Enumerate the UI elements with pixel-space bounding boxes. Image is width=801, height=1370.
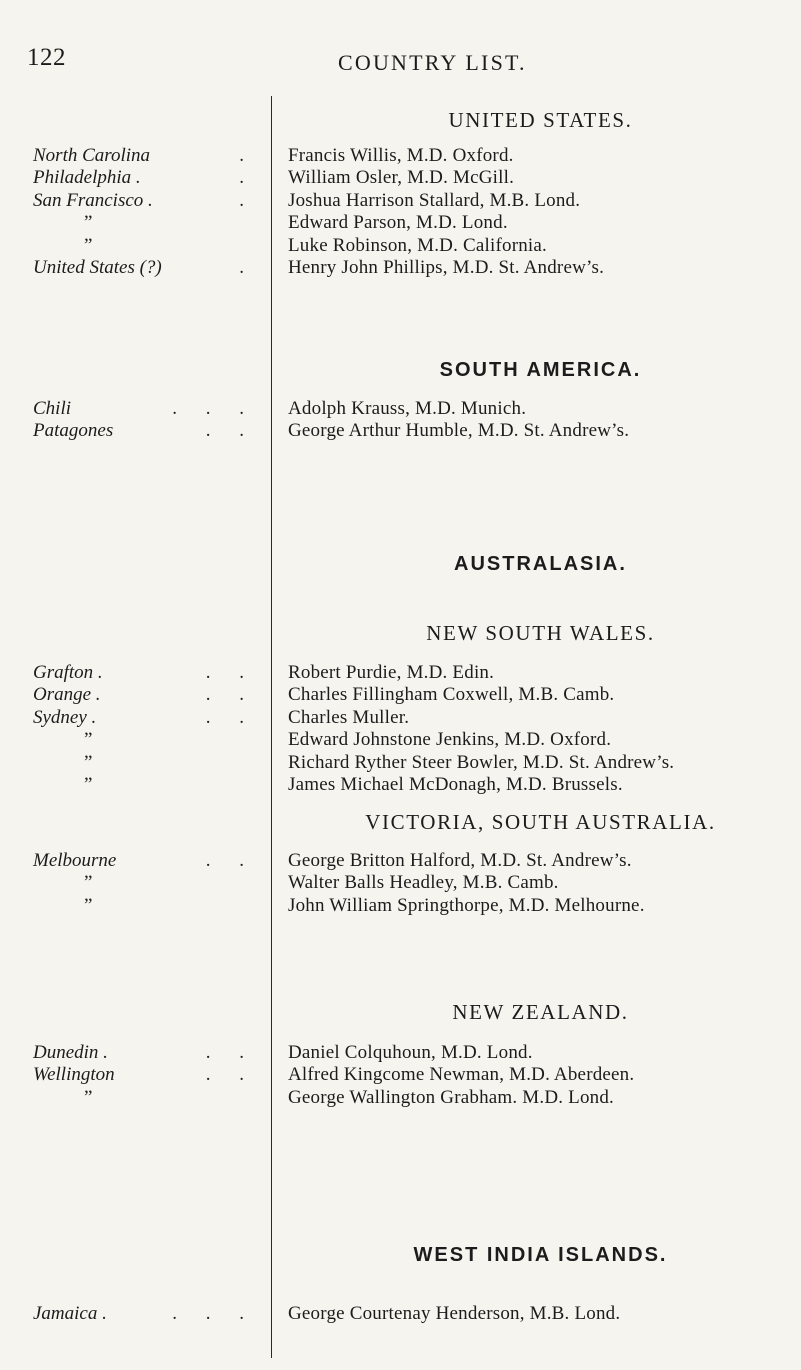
place-name: North Carolina bbox=[33, 145, 151, 166]
person-entry: Charles Fillingham Coxwell, M.B. Camb. bbox=[288, 684, 615, 706]
section-rows bbox=[0, 850, 801, 917]
leader-dots: . bbox=[239, 167, 256, 189]
person-entry: Walter Balls Headley, M.B. Camb. bbox=[288, 872, 559, 894]
list-item bbox=[0, 729, 801, 751]
list-item bbox=[0, 752, 801, 774]
leader-dots: . bbox=[239, 145, 256, 166]
place-name: Patagones bbox=[33, 420, 114, 442]
leader-dots: . . bbox=[205, 706, 256, 728]
person-entry: George Arthur Humble, M.D. St. Andrew’s. bbox=[288, 420, 630, 442]
person-entry: Alfred Kingcome Newman, M.D. Aberdeen. bbox=[288, 1064, 635, 1086]
place-name: Jamaica . bbox=[33, 1303, 107, 1324]
leader-dots: . . bbox=[205, 850, 256, 871]
list-item bbox=[0, 684, 801, 706]
leader-dots: . . bbox=[205, 420, 256, 442]
place-name: ” bbox=[84, 894, 93, 916]
person-entry: Robert Purdie, M.D. Edin. bbox=[288, 662, 495, 683]
running-head: COUNTRY LIST. bbox=[338, 50, 527, 75]
place-name: Philadelphia . bbox=[33, 167, 141, 189]
person-entry: Richard Ryther Steer Bowler, M.D. St. Andrew’s. bbox=[288, 751, 675, 773]
person-entry: Daniel Colquhoun, M.D. Lond. bbox=[288, 1042, 533, 1063]
leader-dots: . bbox=[239, 256, 256, 278]
person-entry: Charles Muller. bbox=[288, 706, 410, 728]
page-number: 122 bbox=[27, 44, 66, 71]
list-item bbox=[0, 145, 801, 167]
place-name: Melbourne bbox=[33, 850, 117, 871]
person-entry: William Osler, M.D. McGill. bbox=[288, 167, 515, 189]
list-item bbox=[0, 212, 801, 234]
person-entry: Edward Johnstone Jenkins, M.D. Oxford. bbox=[288, 729, 612, 751]
place-name: San Francisco . bbox=[33, 189, 153, 211]
list-item bbox=[0, 1042, 801, 1064]
section-title: SOUTH AMERICA. bbox=[439, 359, 642, 381]
list-item bbox=[0, 850, 801, 872]
section-title: WEST INDIA ISLANDS. bbox=[413, 1244, 668, 1266]
list-item bbox=[0, 774, 801, 796]
person-entry: George Britton Halford, M.D. St. Andrew’s. bbox=[288, 850, 632, 871]
leader-dots: . . bbox=[205, 1064, 256, 1086]
person-entry: Adolph Krauss, M.D. Munich. bbox=[288, 398, 527, 419]
place-name: Dunedin . bbox=[33, 1042, 108, 1063]
section-title: UNITED STATES. bbox=[448, 108, 633, 132]
list-item bbox=[0, 167, 801, 189]
list-item bbox=[0, 1087, 801, 1109]
list-item bbox=[0, 190, 801, 212]
place-name: ” bbox=[84, 234, 93, 256]
place-name: ” bbox=[84, 1086, 93, 1108]
person-entry: George Courtenay Henderson, M.B. Lond. bbox=[288, 1303, 621, 1324]
place-name: Wellington bbox=[33, 1064, 115, 1086]
person-entry: Luke Robinson, M.D. California. bbox=[288, 234, 547, 256]
place-name: Sydney . bbox=[33, 706, 97, 728]
place-name: ” bbox=[84, 773, 93, 795]
person-entry: George Wallington Grabham. M.D. Lond. bbox=[288, 1086, 615, 1108]
section-rows bbox=[0, 1303, 801, 1325]
leader-dots: . . bbox=[205, 684, 256, 706]
list-item bbox=[0, 662, 801, 684]
section-rows bbox=[0, 1042, 801, 1109]
place-name: Chili bbox=[33, 398, 72, 419]
list-item bbox=[0, 235, 801, 257]
leader-dots: . bbox=[239, 189, 256, 211]
list-item bbox=[0, 895, 801, 917]
list-item bbox=[0, 1303, 801, 1325]
person-entry: Joshua Harrison Stallard, M.B. Lond. bbox=[288, 189, 581, 211]
person-entry: Edward Parson, M.D. Lond. bbox=[288, 212, 508, 234]
section-title: NEW SOUTH WALES. bbox=[426, 621, 655, 645]
list-item bbox=[0, 420, 801, 442]
place-name: Orange . bbox=[33, 684, 101, 706]
section-title: VICTORIA, SOUTH AUSTRALIA. bbox=[365, 810, 716, 834]
section-rows bbox=[0, 398, 801, 443]
person-entry: John William Springthorpe, M.D. Melhourne. bbox=[288, 894, 645, 916]
list-item bbox=[0, 707, 801, 729]
person-entry: Henry John Phillips, M.D. St. Andrew’s. bbox=[288, 256, 605, 278]
section-title: NEW ZEALAND. bbox=[452, 1000, 629, 1024]
section-rows bbox=[0, 662, 801, 796]
place-name: ” bbox=[84, 751, 93, 773]
place-name: United States (?) bbox=[33, 256, 162, 278]
section-title: AUSTRALASIA. bbox=[454, 553, 627, 575]
list-item bbox=[0, 398, 801, 420]
person-entry: Francis Willis, M.D. Oxford. bbox=[288, 145, 514, 166]
leader-dots: . . bbox=[205, 662, 256, 683]
section-rows bbox=[0, 145, 801, 279]
place-name: ” bbox=[84, 729, 93, 751]
leader-dots: . . . bbox=[172, 1303, 256, 1324]
person-entry: James Michael McDonagh, M.D. Brussels. bbox=[288, 773, 623, 795]
list-item bbox=[0, 872, 801, 894]
place-name: ” bbox=[84, 872, 93, 894]
place-name: Grafton . bbox=[33, 662, 103, 683]
leader-dots: . . . bbox=[172, 398, 256, 419]
list-item bbox=[0, 257, 801, 279]
leader-dots: . . bbox=[205, 1042, 256, 1063]
place-name: ” bbox=[84, 212, 93, 234]
list-item bbox=[0, 1064, 801, 1086]
